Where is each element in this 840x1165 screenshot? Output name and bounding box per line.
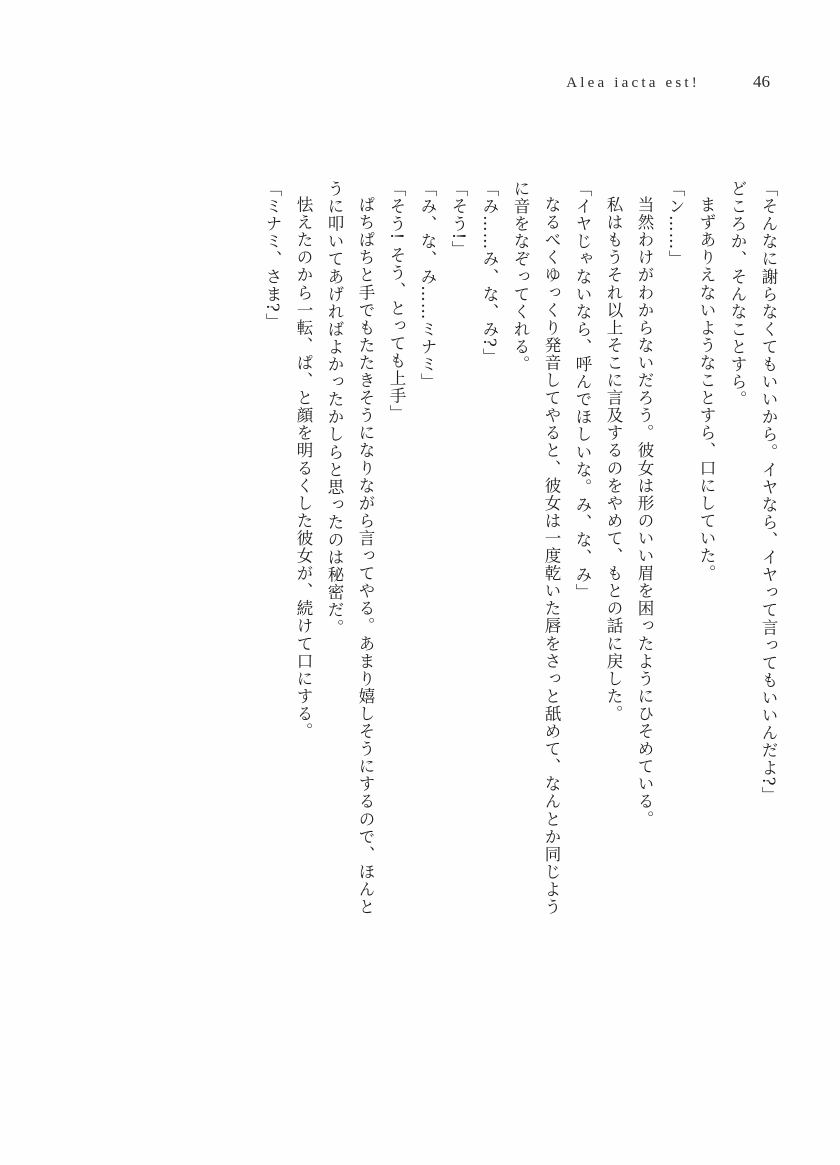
text-line: 「み……み、な、み?」 [480, 180, 499, 366]
vertical-text-body [64, 180, 776, 1080]
text-line: 「そう!」 [449, 180, 468, 258]
text-line: まずありえないようなことすら、口にしていた。 [697, 196, 716, 583]
running-head-title: Alea iacta est! [566, 75, 700, 91]
text-line: 「ミナミ、さま?」 [263, 180, 282, 331]
text-line: 「そう! そう、とっても上手」 [387, 180, 406, 423]
text-line: に音をなぞってくれる。 [511, 180, 530, 374]
text-line: 「み、な、み……ミナミ」 [418, 180, 437, 391]
text-line: 私はもうそれ以上そこに言及するのをやめて、もとの話に戻した。 [604, 196, 623, 723]
running-head [70, 72, 770, 98]
text-line: ぱちぱちと手でもたたきそうになりながら言ってやる。あまり嬉しそうにするので、ほんと [356, 196, 375, 916]
page-number: 46 [753, 72, 770, 91]
text-line: 当然わけがわからないだろう。彼女は形のいい眉を困ったようにひそめている。 [635, 196, 654, 828]
text-line: 「そんなに謝らなくてもいいから。イヤなら、イヤって言ってもいいんだよ?」 [759, 180, 778, 805]
text-line: 怯えたのから一転、ぱ、と顔を明るくした彼女が、続けて口にする。 [294, 196, 313, 741]
text-line: 「ン……」 [666, 180, 685, 268]
text-line: 「イヤじゃないなら、呼んでほしいな。み、な、み」 [573, 180, 592, 602]
text-line: なるべくゆっくり発音してやると、彼女は一度乾いた唇をさっと舐めて、なんとか同じよう [542, 196, 561, 916]
text-line: うに叩いてあげればよかったかしらと思ったのは秘密だ。 [325, 180, 344, 637]
text-line: どころか、そんなことすら。 [728, 180, 747, 409]
